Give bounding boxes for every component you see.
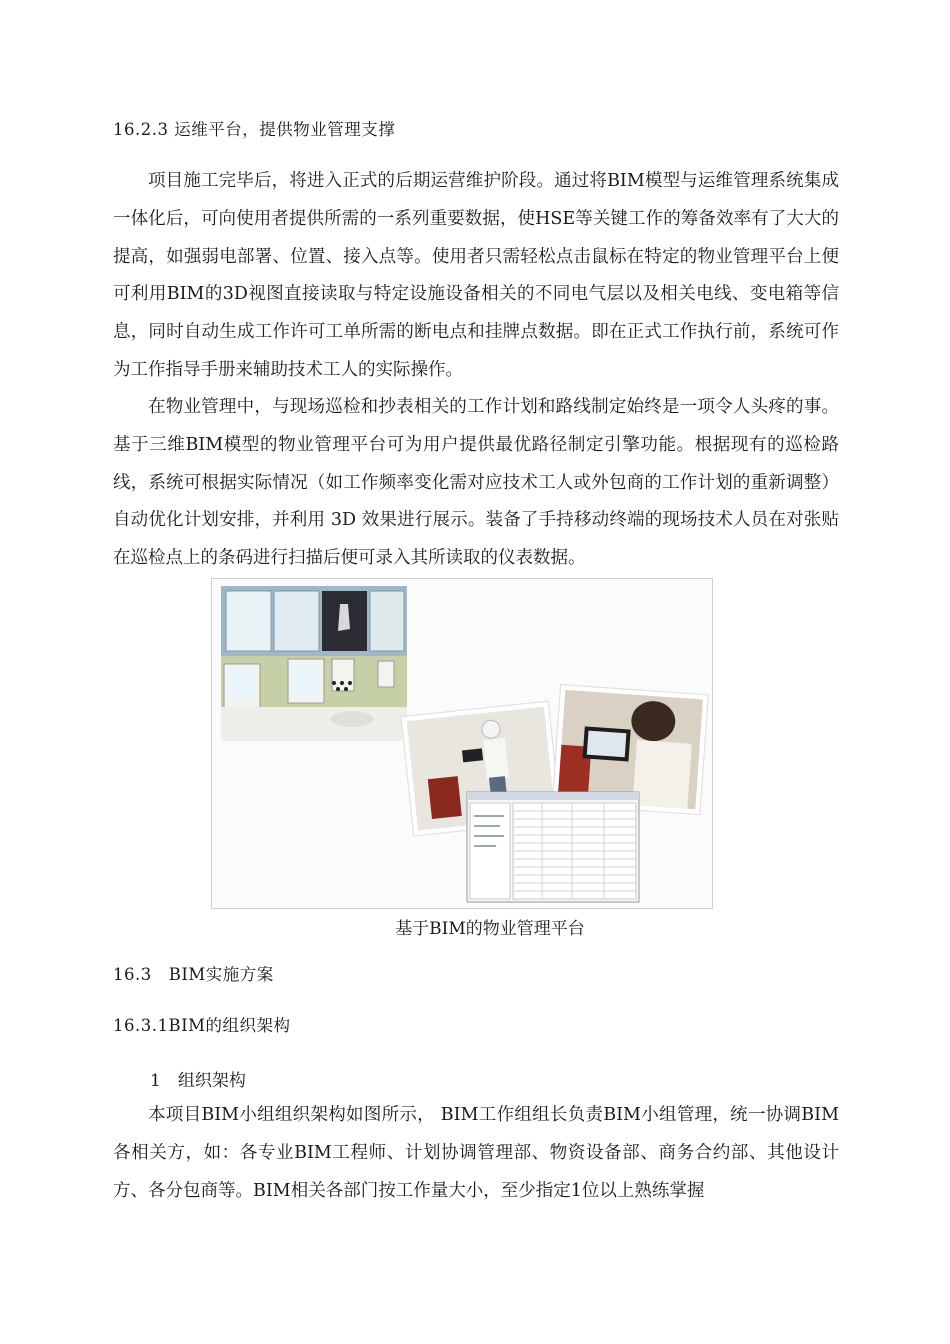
paragraph-operations-intro: 项目施工完毕后，将进入正式的后期运营维护阶段。通过将BIM模型与运维管理系统集成一体化后，可向使用者提供所需的一系列重要数据，使HSE等关键工作的筹备效率有了大大的提高，如强弱电部署、位置、接入点等。使用者只需轻松点击鼠标在特定的物业管理平台上便可利用BIM的3D视图直接读取与特定设施设备相关的不同电气层以及相关电线、变电箱等信息，同时自动生成工作许可工单所需的断电点和挂牌点数据。即在正式工作执行前，系统可作为工作指导手册来辅助技术工人的实际操作。 — [113, 171, 839, 380]
figure-caption: 基于BIM的物业管理平台 — [395, 919, 585, 939]
section-heading-16-2-3: 16.2.3 运维平台，提供物业管理支撑 — [113, 120, 396, 139]
software-screenshot — [467, 792, 639, 902]
paragraph-organization: 本项目BIM小组组织架构如图所示， BIM工作组组长负责BIM小组管理，统一协调BIM各相关方，如：各专业BIM工程师、计划协调管理部、物资设备部、商务合约部、其他设计方、各分包商等。BIM相关各部门按工作量大小，至少指定1位以上熟练掌握 — [113, 1105, 839, 1201]
control-room-photo — [221, 586, 407, 741]
section-heading-16-3: 16.3 BIM实施方案 — [113, 965, 274, 984]
paragraph-inspection-routes: 在物业管理中，与现场巡检和抄表相关的工作计划和路线制定始终是一项令人头疼的事。基于三维BIM模型的物业管理平台可为用户提供最优路径制定引擎功能。根据现有的巡检路线，系统可根据实际情况（如工作频率变化需对应技术工人或外包商的工作计划的重新调整）自动优化计划安排，并利用 3D 效果进行展示。装备了手持移动终端的现场技术人员在对张贴在巡检点上的条码进行扫描后便可录入其所读取的仪表数据。 — [113, 397, 839, 569]
figure-property-management-platform — [211, 578, 713, 909]
figure-illustration — [212, 579, 712, 908]
section-heading-16-3-1: 16.3.1BIM的组织架构 — [113, 1016, 291, 1035]
subsection-title-organization: 1 组织架构 — [150, 1071, 246, 1091]
